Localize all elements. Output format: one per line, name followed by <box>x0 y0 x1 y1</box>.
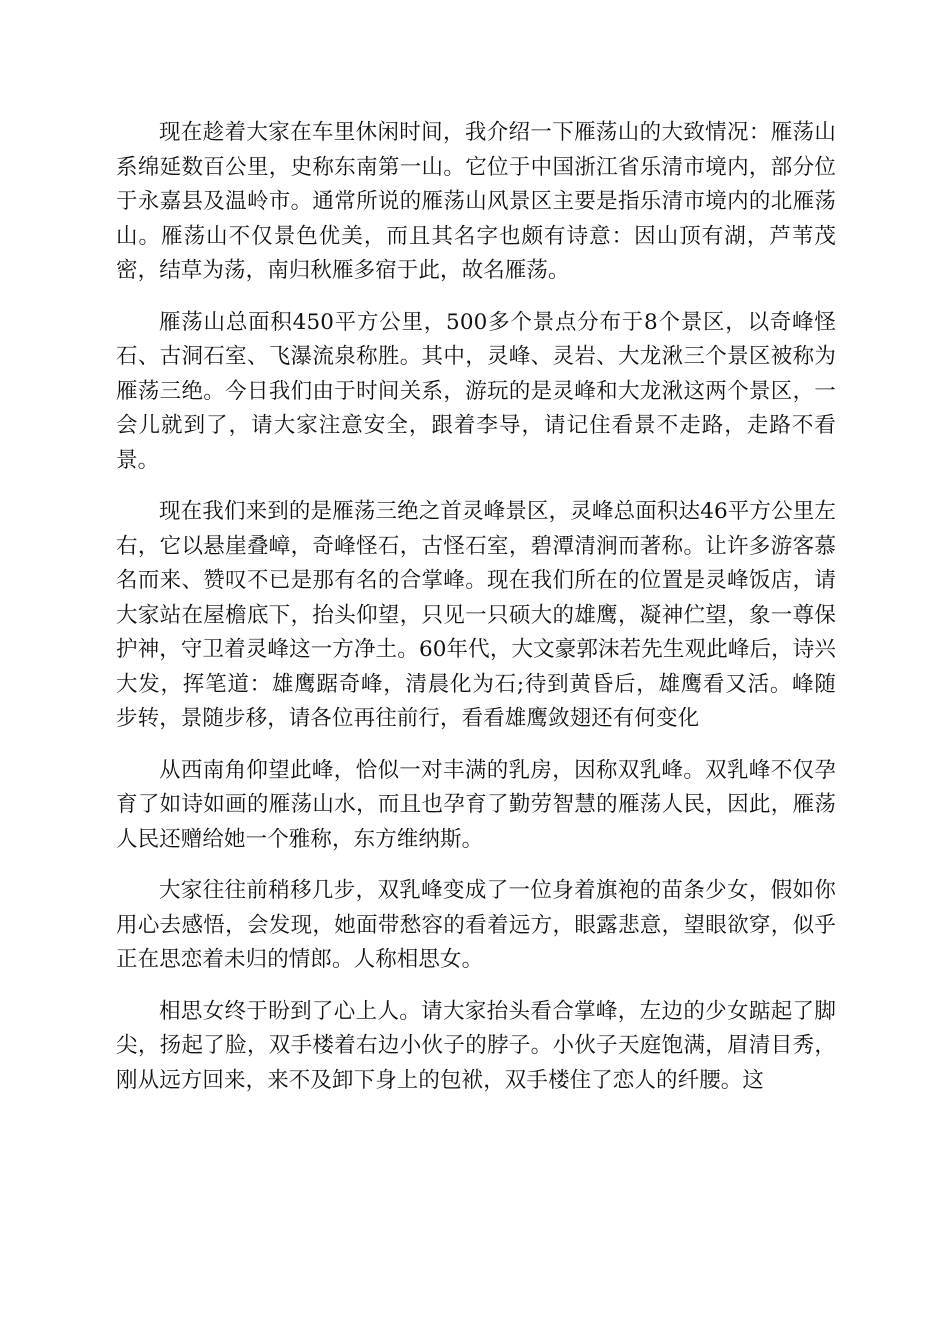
paragraph-twin-peaks: 从西南角仰望此峰，恰似一对丰满的乳房，因称双乳峰。双乳峰不仅孕育了如诗如画的雁荡山水，而且也孕育了勤劳智慧的雁荡人民，因此，雁荡人民还赠给她一个雅称，东方维纳斯。 <box>116 757 836 852</box>
paragraph-lovesick-maiden: 大家往往前稍移几步，双乳峰变成了一位身着旗袍的苗条少女，假如你用心去感悟，会发现，她面带愁容的看着远方，眼露悲意，望眼欲穿，似乎正在思恋着未归的情郎。人称相思女。 <box>116 878 836 972</box>
document-body <box>116 116 836 1115</box>
paragraph-palms-together-peak: 相思女终于盼到了心上人。请大家抬头看合掌峰，左边的少女踮起了脚尖，扬起了脸，双手楼着右边小伙子的脖子。小伙子天庭饱满，眉清目秀，刚从远方回来，来不及卸下身上的包袱，双手楼住了恋人的纤腰。这 <box>116 998 836 1093</box>
paragraph-lingfeng-scenic-area: 现在我们来到的是雁荡三绝之首灵峰景区，灵峰总面积达46平方公里左右，它以悬崖叠嶂，奇峰怪石，古怪石室，碧潭清涧而著称。让许多游客慕名而来、赞叹不已是那有名的合掌峰。现在我们所在的位置是灵峰饭店，请大家站在屋檐底下，抬头仰望，只见一只硕大的雄鹰，凝神伫望，象一尊保护神，守卫着灵峰这一方净土。60年代，大文豪郭沫若先生观此峰后，诗兴大发，挥笔道：雄鹰踞奇峰，清晨化为石;待到黄昏后，雄鹰看又活。峰随步转，景随步移，请各位再往前行，看看雄鹰敛翅还有何变化 <box>116 499 836 731</box>
paragraph-area-and-scenic-spots: 雁荡山总面积450平方公里，500多个景点分布于8个景区，以奇峰怪石、古洞石室、飞瀑流泉称胜。其中，灵峰、灵岩、大龙湫三个景区被称为雁荡三绝。今日我们由于时间关系，游玩的是灵峰和大龙湫这两个景区，一会儿就到了，请大家注意安全，跟着李导，请记住看景不走路，走路不看景。 <box>116 309 836 473</box>
paragraph-intro-yandang-mountain: 现在趁着大家在车里休闲时间，我介绍一下雁荡山的大致情况：雁荡山系绵延数百公里，史称东南第一山。它位于中国浙江省乐清市境内，部分位于永嘉县及温岭市。通常所说的雁荡山风景区主要是指乐清市境内的北雁荡山。雁荡山不仅景色优美，而且其名字也颇有诗意：因山顶有湖，芦苇茂密，结草为荡，南归秋雁多宿于此，故名雁荡。 <box>116 120 836 283</box>
